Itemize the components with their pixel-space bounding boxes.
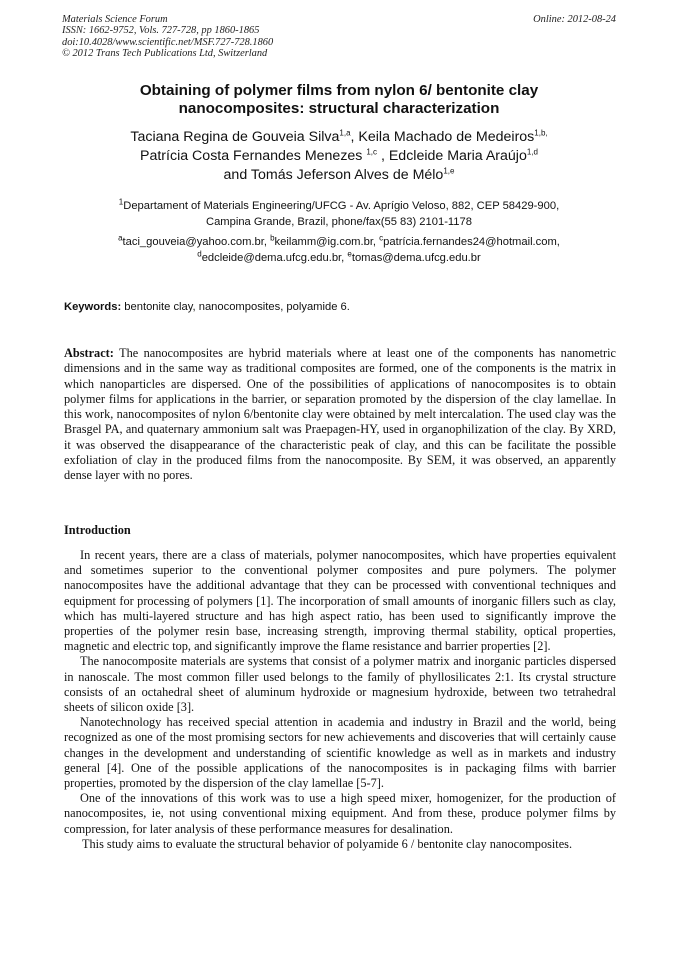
author-emails [62,235,616,266]
emails-line-2 [62,248,616,267]
paragraph: One of the innovations of this work was to use a high speed mixer, homogenizer, for the production of nanocomposites, ie, not using conventional mixing equipment. And from these, produce polymer films by compression, for later analysis of these performance measures for desalination. [64,791,616,836]
journal-name: Materials Science Forum [62,14,168,25]
abstract-text: The nanocomposites are hybrid materials where at least one of the components has nanometric dimensions and in the same way as traditional composites are formed, one of the components is the matrix in which nanoparticles are dispersed. One of the possibilities of applications of nanocomposites is to obtain polymer films for applications in the barrier, or separation promoted by the dispersion of the clay lamellae. In this work, nanocomposites of nylon 6/bentonite clay were obtained by melt intercalation. The used clay was the Brasgel PA, and quaternary ammonium salt was Praepagen-HY, used in organophilization of the clay. By XRD, it was observed the disappearance of the characteristic peak of clay, and this can be facilitate the possible exfoliation of clay in the produced films from the nanocomposite. By SEM, it was observed, an apparently dense layer with no pores. [64,346,616,483]
author-separator: , [377,148,389,164]
email-mark: b [270,233,275,243]
author-name: Patrícia Costa Fernandes Menezes [140,148,367,164]
paragraph: The nanocomposite materials are systems that consist of a polymer matrix and inorganic particles dispersed in nanoscale. The most common filler used belongs to the family of phyllosilicates 2:1. Its crystal structure consists of an octahedral sheet of aluminum hydroxide or magnesium hydroxide, between two tetrahedral sheets of silicon oxide [3]. [64,654,616,715]
affiliation [62,198,616,230]
doi-line: doi:10.4028/www.scientific.net/MSF.727-728.1860 [62,36,274,48]
keywords-label: Keywords: [64,301,122,313]
author-name: Edcleide Maria Araújo [388,148,527,164]
email-mark: a [118,233,123,243]
email-address: edcleide@dema.ufcg.edu.br, [201,251,348,264]
issn-line: ISSN: 1662-9752, Vols. 727-728, pp 1860-1865 [62,25,260,37]
online-date: Online: 2012-08-24 [533,14,616,25]
email-mark: e [347,248,352,258]
affiliation-mark: 1 [118,197,124,207]
paragraph: In recent years, there are a class of materials, polymer nanocomposites, which have properties equivalent and sometimes superior to the conventional polymer composites and pure polymers. The polymer nanocomposites have the additional advantage that they can be processed with conventional techniques and equipment for processing of polymers [1]. The incorporation of small amounts of inorganic fillers such as clay, which has multi-layered structure and has high aspect ratio, has been used to significantly improve the properties of the polymer resin base, increasing strength, improving thermal stability, optical properties, magnetic and electric top, and significantly improve the flame resistance and barrier properties [2]. [64,548,616,654]
section-heading-introduction: Introduction [64,523,131,537]
email-address: patrícia.fernandes24@hotmail.com, [383,236,560,248]
author-name: Tomás Jeferson Alves de Mélo [250,167,444,183]
author-affiliation-mark: 1,c [366,147,378,157]
email-mark: c [379,233,384,243]
author-conjunction: and [223,167,251,183]
authors-line-3 [62,166,616,185]
author-name: Keila Machado de Medeiros [358,129,535,145]
email-address: tomas@dema.ufcg.edu.br [351,251,481,264]
title-line-2: nanocomposites: structural characterization [178,100,500,117]
affiliation-line-2: Campina Grande, Brazil, phone/fax(55 83) 2101-1178 [206,216,472,228]
affiliation-line-1 [62,198,616,214]
author-affiliation-mark: 1,b, [534,128,548,138]
introduction-body [64,548,616,852]
paragraph: Nanotechnology has received special attention in academia and industry in Brazil and the world, being recognized as one of the most promising sectors for new achievements and discoveries that will certainly cause changes in the development and understanding of scientific knowledge as well as in markets and industry general [4]. One of the possible applications of the nanocomposites is in packaging films with barrier properties, promoted by the dispersion of the clay lamellae [5-7]. [64,715,616,791]
keywords [64,300,616,314]
author-affiliation-mark: 1,e [443,166,455,176]
abstract-label: Abstract: [64,346,114,360]
paragraph: This study aims to evaluate the structural behavior of polyamide 6 / bentonite clay nanocomposites. [82,836,573,851]
paper-title [62,82,616,118]
author-list [62,128,616,185]
email-address: keilamm@ig.com.br, [274,236,380,248]
authors-line-1 [62,128,616,147]
copyright-line: © 2012 Trans Tech Publications Ltd, Switzerland [62,47,268,59]
email-address: taci_gouveia@yahoo.com.br, [122,236,271,248]
author-affiliation-mark: 1,a [339,128,351,138]
email-mark: d [197,248,202,258]
author-affiliation-mark: 1,d [526,147,538,157]
author-name: Taciana Regina de Gouveia Silva [130,129,340,145]
authors-line-2 [62,147,616,166]
journal-header [62,14,616,59]
keywords-text: bentonite clay, nanocomposites, polyamide 6. [121,301,350,313]
abstract [64,346,616,484]
affiliation-text: Departament of Materials Engineering/UFCG - Av. Aprígio Veloso, 882, CEP 58429-900, [123,200,560,212]
title-line-1: Obtaining of polymer films from nylon 6/ bentonite clay [139,82,539,99]
author-separator: , [350,129,359,145]
emails-line-1 [62,235,616,251]
